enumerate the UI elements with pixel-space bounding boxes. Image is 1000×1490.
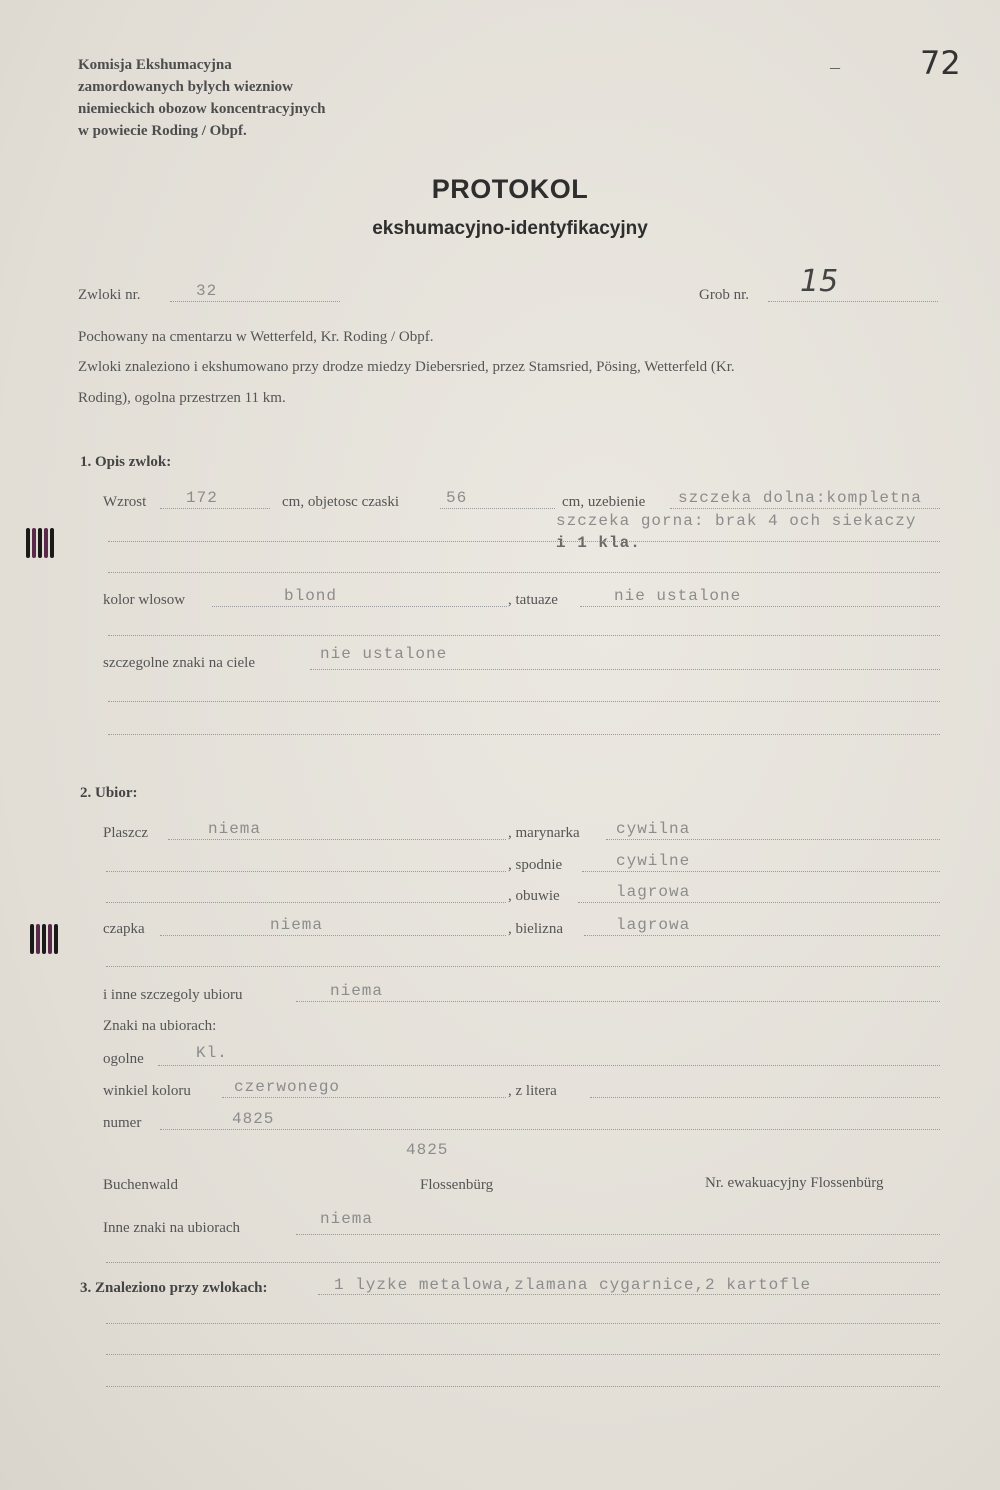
znaleziono-text: Roding), ogolna przestrzen 11 km. — [78, 390, 286, 406]
grob-label: Grob nr. — [699, 287, 749, 303]
znaki-value: nie ustalone — [320, 645, 448, 663]
numer-repeat: 4825 — [406, 1141, 449, 1159]
header-line: niemieckich obozow koncentracyjnych — [78, 101, 326, 117]
zwloki-value: 32 — [196, 282, 218, 300]
ogolne-value: Kl. — [196, 1044, 228, 1062]
inne-label: i inne szczegoly ubioru — [103, 987, 243, 1003]
document-subtitle: ekshumacyjno-identyfikacyjny — [372, 218, 648, 239]
znaleziono-text: Zwloki znaleziono i ekshumowano przy drodze miedzy Diebersried, przez Stamsried, Pösing, Wetterfeld (Kr. — [78, 359, 735, 375]
plaszcz-label: Plaszcz — [103, 825, 148, 841]
wzrost-value: 172 — [186, 489, 218, 507]
czapka-value: niema — [270, 916, 324, 934]
winkiel-value: czerwonego — [234, 1078, 341, 1096]
numer-label: numer — [103, 1115, 142, 1131]
czapka-label: czapka — [103, 921, 145, 937]
spodnie-value: cywilne — [616, 852, 691, 870]
litera-label: , z litera — [508, 1083, 557, 1099]
kolor-value: blond — [284, 587, 338, 605]
section1-heading: 1. Opis zwlok: — [80, 454, 172, 470]
spodnie-label: , spodnie — [508, 857, 563, 873]
ewakuacyjny-label: Nr. ewakuacyjny Flossenbürg — [705, 1175, 884, 1191]
inne-znaki-value: niema — [320, 1210, 374, 1228]
commission-header — [78, 54, 325, 142]
punch-hole-icon — [26, 924, 66, 954]
uzebienie-value: szczeka gorna: brak 4 och siekaczy — [556, 512, 917, 530]
obuwie-label: , obuwie — [508, 888, 560, 904]
wzrost-label: Wzrost — [103, 494, 147, 510]
bielizna-label: , bielizna — [508, 921, 563, 937]
plaszcz-value: niema — [208, 820, 262, 838]
bielizna-value: lagrowa — [616, 916, 691, 934]
page-mark: – — [830, 56, 840, 78]
uzebienie-label: cm, uzebienie — [562, 494, 646, 510]
tatuaze-label: , tatuaze — [508, 592, 558, 608]
uzebienie-value: i 1 kla. — [556, 534, 641, 552]
marynarka-value: cywilna — [616, 820, 691, 838]
section3-heading: 3. Znaleziono przy zwlokach: — [80, 1280, 268, 1296]
section2-heading: 2. Ubior: — [80, 785, 138, 801]
numer-value: 4825 — [232, 1110, 275, 1128]
zwloki-label: Zwloki nr. — [78, 287, 141, 303]
kolor-label: kolor wlosow — [103, 592, 186, 608]
section3-value: 1 lyzke metalowa,zlamana cygarnice,2 kartofle — [334, 1276, 812, 1294]
obuwie-value: lagrowa — [616, 883, 691, 901]
page-number: 72 — [920, 44, 961, 82]
flossenburg-label: Flossenbürg — [420, 1177, 494, 1193]
winkiel-label: winkiel koloru — [103, 1083, 191, 1099]
pochowany-text: Pochowany na cmentarzu w Wetterfeld, Kr. Roding / Obpf. — [78, 329, 434, 345]
czaski-label: cm, objetosc czaski — [282, 494, 400, 510]
punch-hole-icon — [22, 528, 62, 558]
buchenwald-label: Buchenwald — [103, 1177, 178, 1193]
uzebienie-value: szczeka dolna:kompletna — [678, 489, 922, 507]
ogolne-label: ogolne — [103, 1051, 144, 1067]
czaski-value: 56 — [446, 489, 468, 507]
tatuaze-value: nie ustalone — [614, 587, 742, 605]
inne-znaki-label: Inne znaki na ubiorach — [103, 1220, 241, 1236]
inne-value: niema — [330, 982, 384, 1000]
marynarka-label: , marynarka — [508, 825, 580, 841]
header-line: Komisja Ekshumacyjna — [78, 57, 232, 73]
header-line: zamordowanych bylych wiezniow — [78, 79, 293, 95]
header-line: w powiecie Roding / Obpf. — [78, 123, 247, 139]
document-title: PROTOKOL — [431, 174, 589, 204]
grob-value: 15 — [800, 264, 839, 299]
znaki-label: szczegolne znaki na ciele — [103, 655, 255, 671]
znaki-ubior-label: Znaki na ubiorach: — [103, 1018, 217, 1034]
